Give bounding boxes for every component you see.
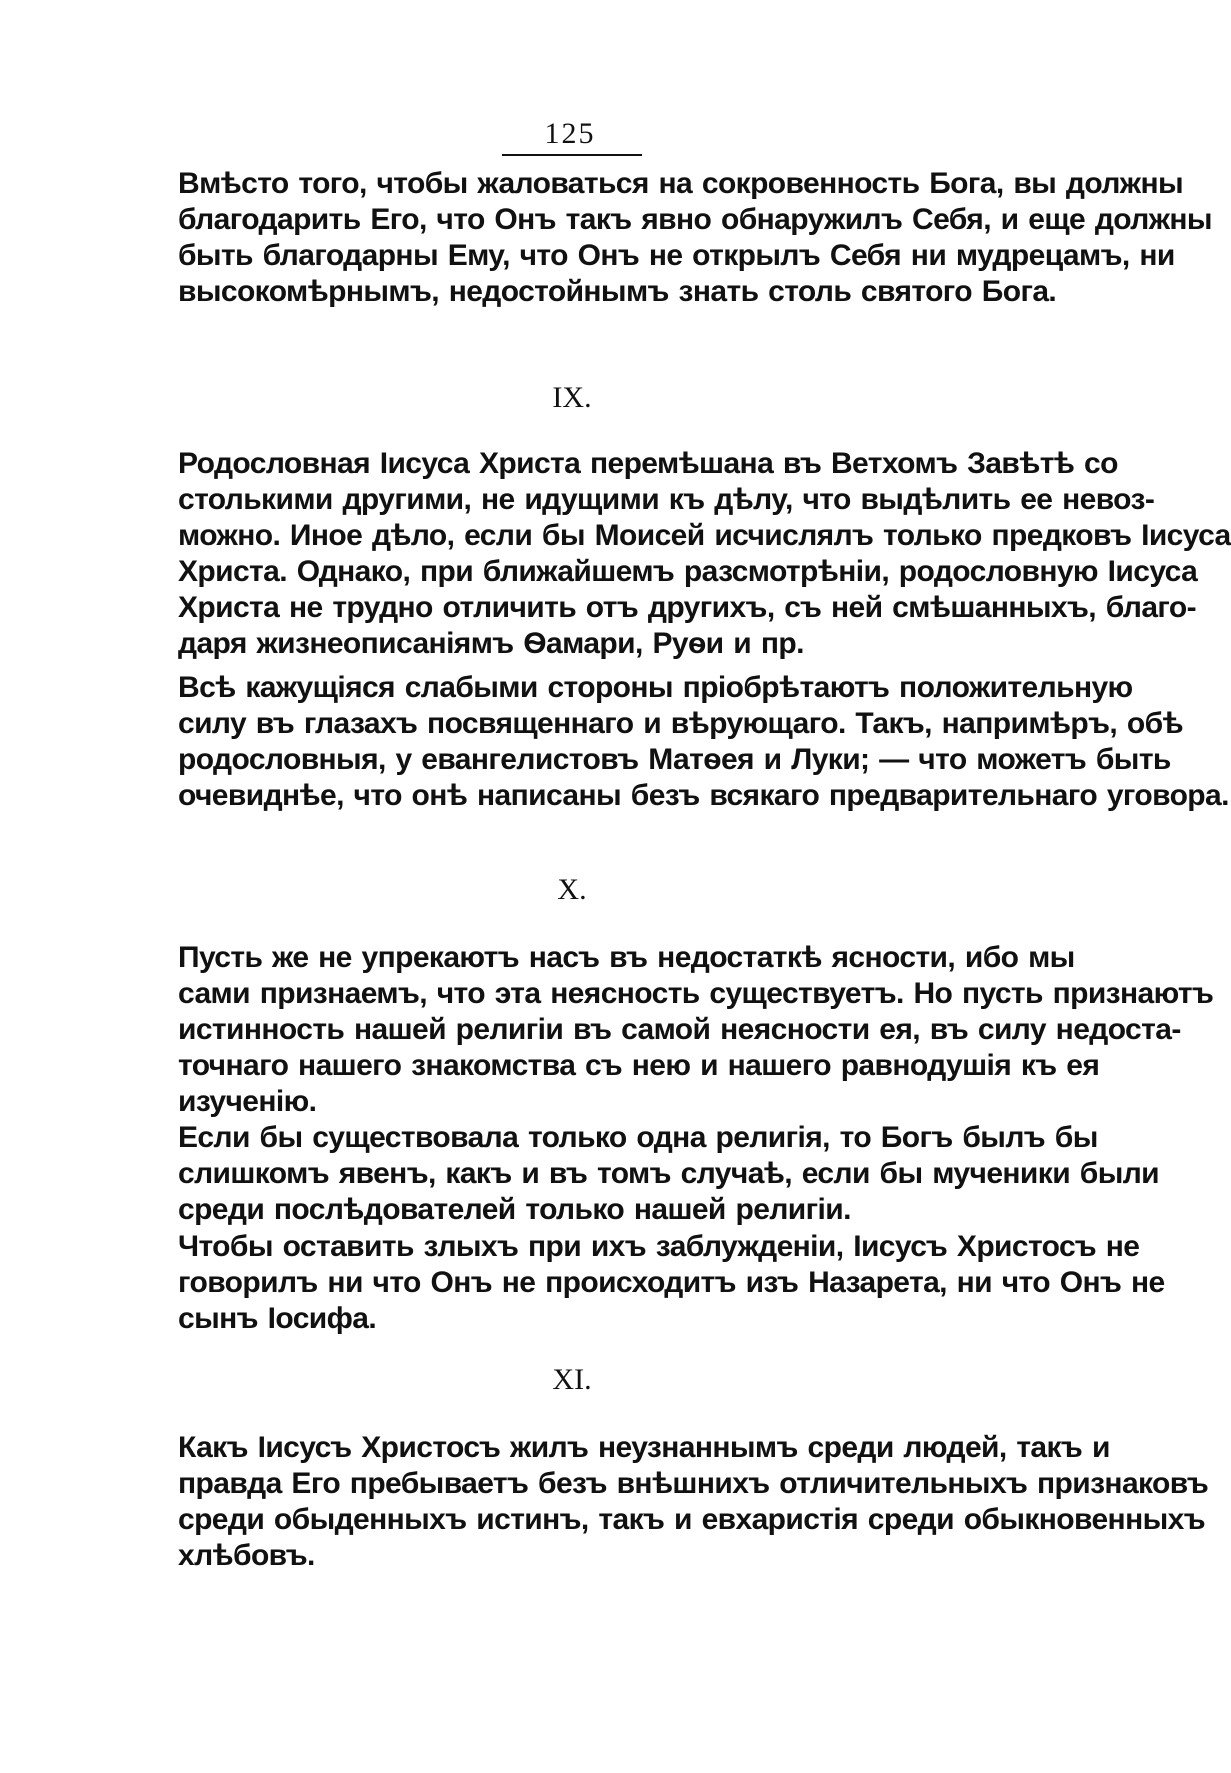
text-line: высокомѣрнымъ, недостойнымъ знать столь святого Бога. [178, 275, 1057, 308]
text-line: говорилъ ни что Онъ не происходитъ изъ Назарета, ни что Онъ не [178, 1266, 1165, 1299]
text-line: благодарить Его, что Онъ такъ явно обнаружилъ Себя, и еще должны [178, 203, 1212, 236]
text-line: правда Его пребываетъ безъ внѣшнихъ отличительныхъ признаковъ [178, 1467, 1209, 1500]
text-line: слишкомъ явенъ, какъ и въ томъ случаѣ, если бы мученики были [178, 1157, 1160, 1190]
page-number: 125 [544, 117, 596, 150]
text-line: силу въ глазахъ посвященнаго и вѣрующаго. Такъ, напримѣръ, обѣ [178, 707, 1183, 740]
text-line: можно. Иное дѣло, если бы Моисей исчислялъ только предковъ Іисуса [178, 519, 1231, 552]
section-heading-x: X. [557, 873, 587, 906]
text-line: родословныя, у евангелистовъ Матѳея и Луки; — что можетъ быть [178, 743, 1171, 776]
text-line: среди обыденныхъ истинъ, такъ и евхаристія среди обыкновенныхъ [178, 1503, 1205, 1536]
section-heading-xi: XI. [552, 1363, 592, 1396]
section-ix-paragraph-2 [178, 670, 1229, 814]
section-heading-ix: IX. [552, 381, 592, 414]
page-number-rule [502, 154, 642, 156]
section-xi-paragraph-1 [178, 1430, 1209, 1574]
text-line: Чтобы оставить злыхъ при ихъ заблужденіи, Іисусъ Христосъ не [178, 1230, 1140, 1263]
text-line: точнаго нашего знакомства съ нею и нашего равнодушія къ ея [178, 1049, 1100, 1082]
section-x-paragraph-1 [178, 940, 1214, 1120]
text-line: изученію. [178, 1085, 317, 1118]
text-line: Христа. Однако, при ближайшемъ разсмотрѣніи, родословную Іисуса [178, 555, 1198, 588]
text-line: Всѣ кажущіяся слабыми стороны пріобрѣтаютъ положительную [178, 671, 1133, 704]
text-line: Христа не трудно отличить отъ другихъ, съ ней смѣшанныхъ, благо- [178, 591, 1197, 624]
text-line: Вмѣсто того, чтобы жаловаться на сокровенность Бога, вы должны [178, 167, 1184, 200]
text-line: Пусть же не упрекаютъ насъ въ недостаткѣ ясности, ибо мы [178, 941, 1075, 974]
text-line: среди послѣдователей только нашей религіи. [178, 1193, 851, 1226]
text-line: столькими другими, не идущими къ дѣлу, что выдѣлить ее невоз- [178, 483, 1155, 516]
text-line: истинность нашей религіи въ самой неясности ея, въ силу недоста- [178, 1013, 1181, 1046]
section-x-paragraph-3 [178, 1229, 1165, 1337]
text-line: быть благодарны Ему, что Онъ не открылъ Себя ни мудрецамъ, ни [178, 239, 1175, 272]
text-line: хлѣбовъ. [178, 1539, 315, 1572]
section-ix-paragraph-1 [178, 446, 1231, 662]
text-line: даря жизнеописаніямъ Ѳамари, Руѳи и пр. [178, 627, 804, 660]
text-line: Родословная Іисуса Христа перемѣшана въ Ветхомъ Завѣтѣ со [178, 447, 1118, 480]
text-line: сынъ Іосифа. [178, 1302, 377, 1335]
intro-paragraph [178, 166, 1212, 310]
text-line: сами признаемъ, что эта неясность существуетъ. Но пусть признаютъ [178, 977, 1214, 1010]
text-line: Какъ Іисусъ Христосъ жилъ неузнаннымъ среди людей, такъ и [178, 1431, 1110, 1464]
text-line: Если бы существовала только одна религія, то Богъ былъ бы [178, 1121, 1098, 1154]
text-line: очевиднѣе, что онѣ написаны безъ всякаго предварительнаго уговора. [178, 779, 1229, 812]
section-x-paragraph-2 [178, 1120, 1160, 1228]
